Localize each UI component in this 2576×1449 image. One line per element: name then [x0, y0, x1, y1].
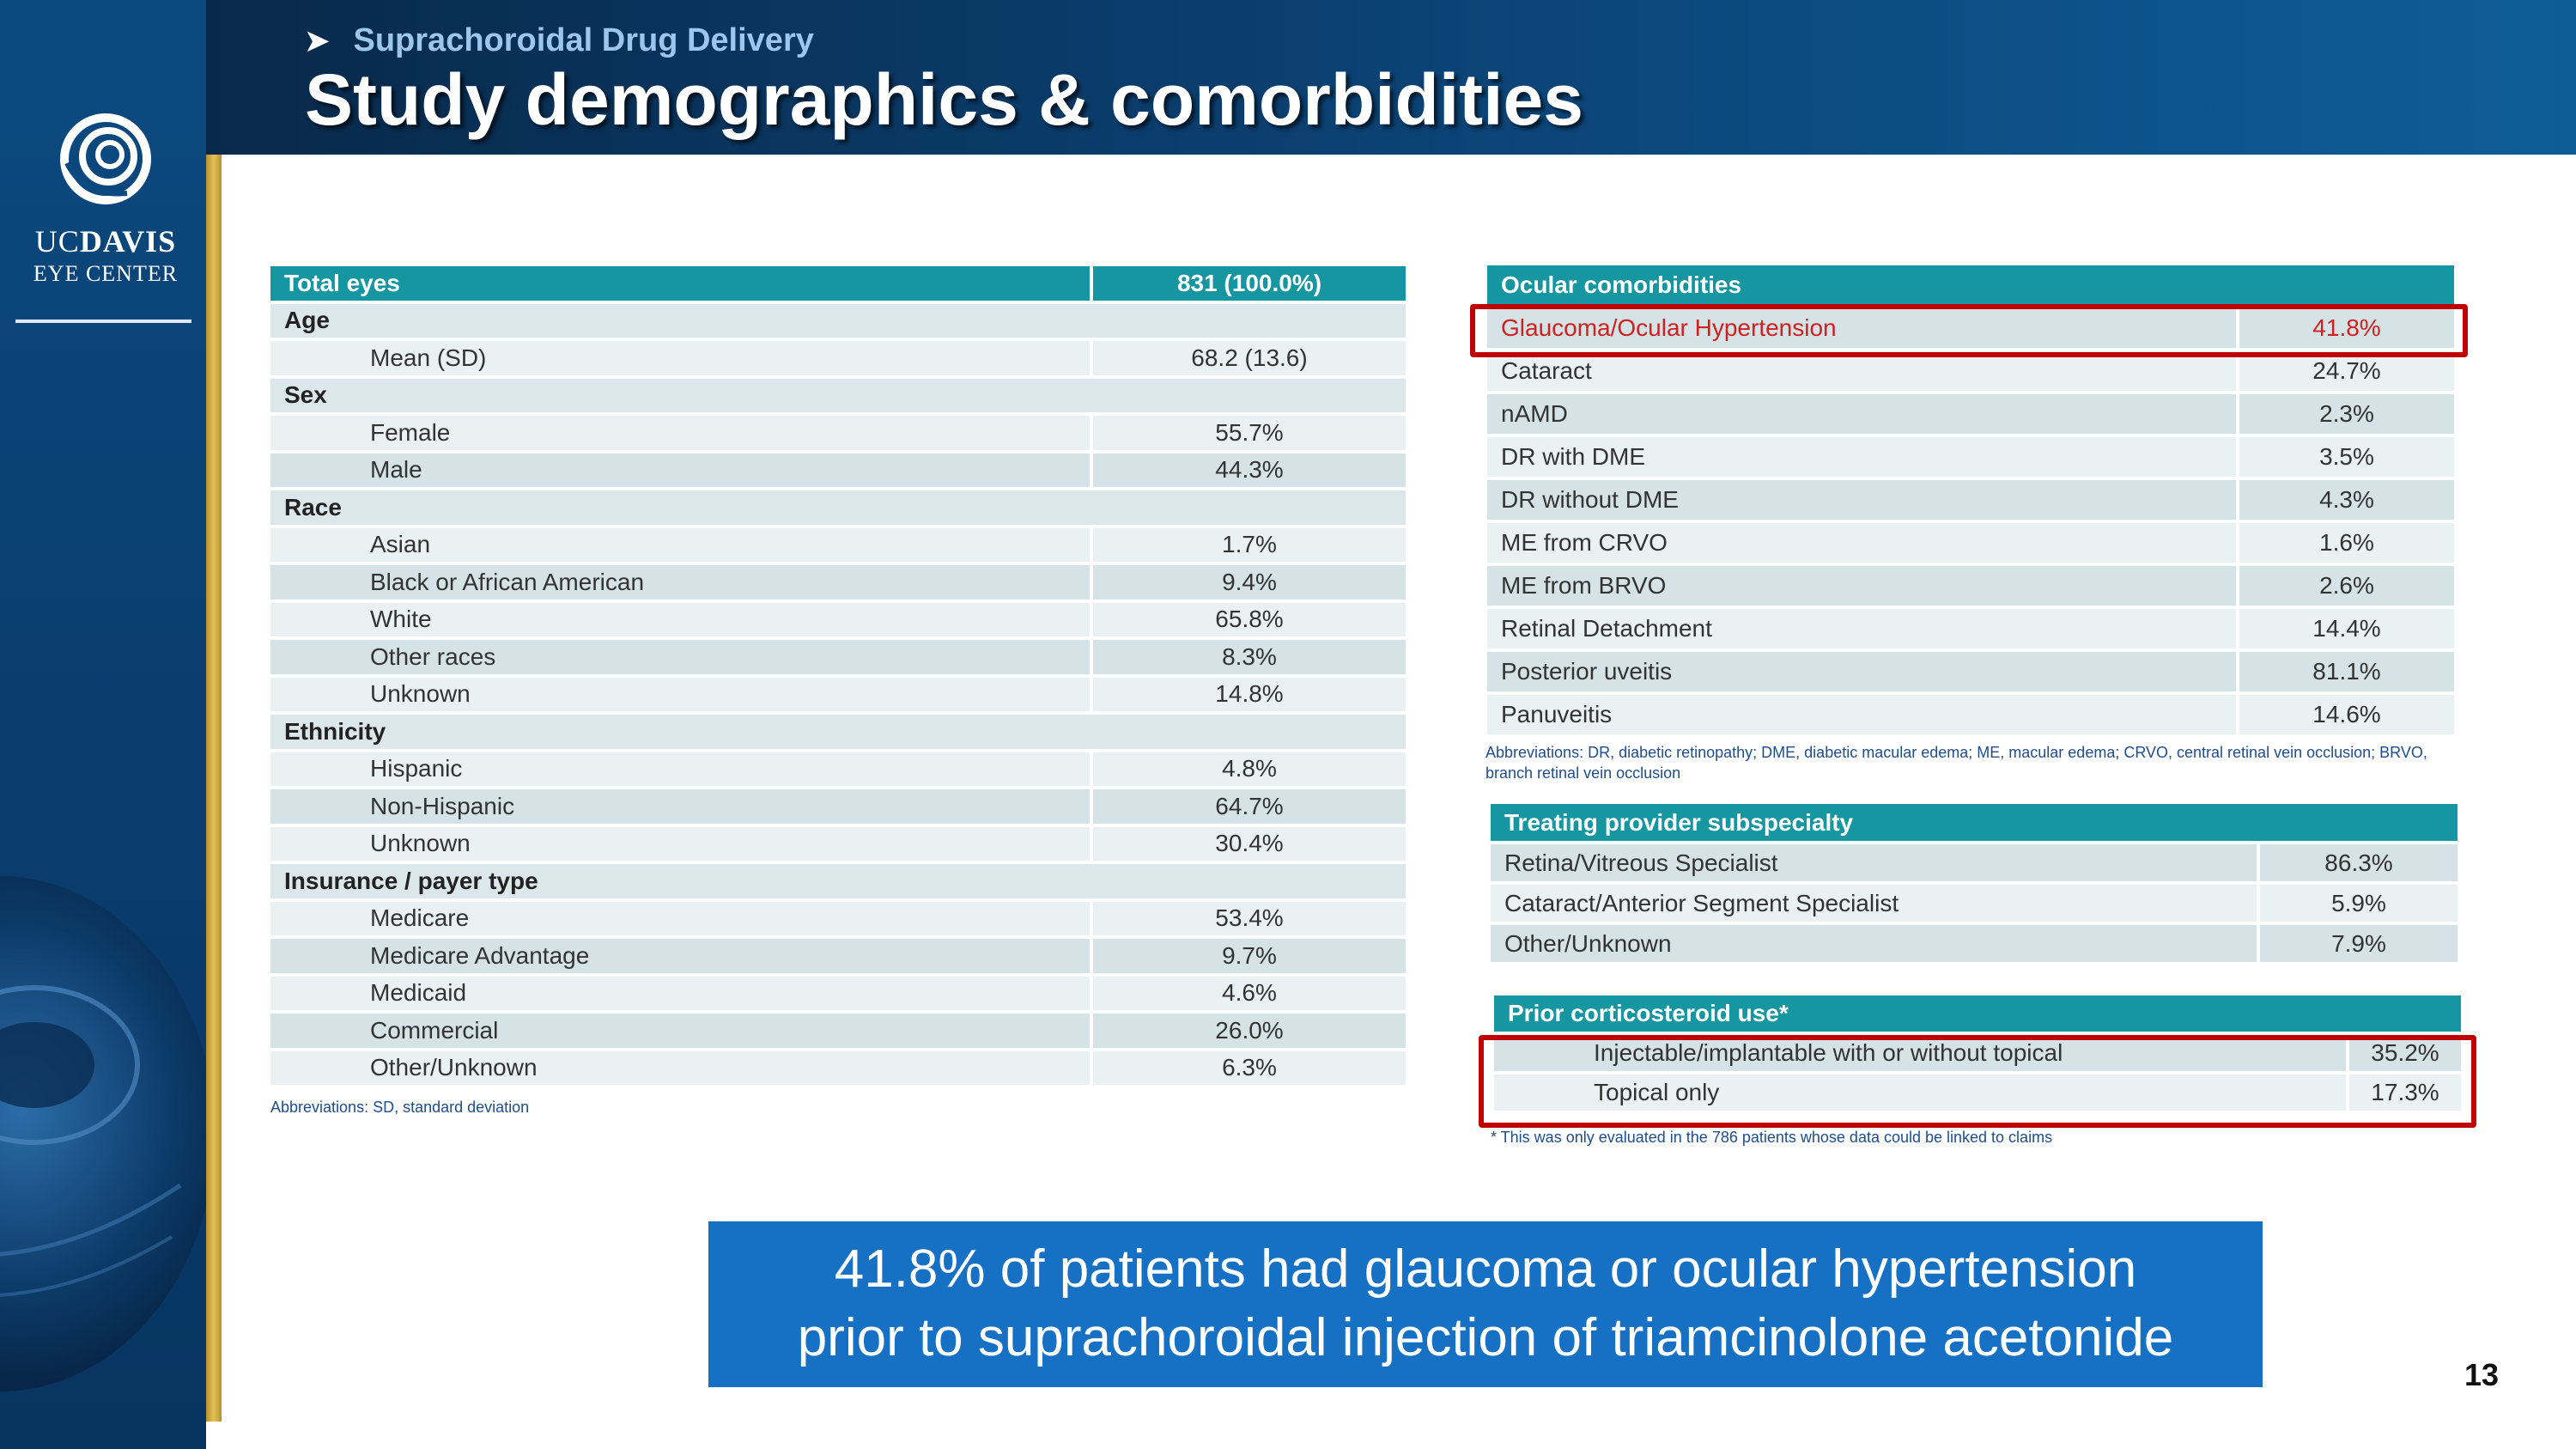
- group-header-row: [270, 379, 1406, 413]
- row-label: White: [270, 603, 1090, 637]
- row-label: Topical only: [1494, 1075, 2346, 1111]
- eye-swirl-icon: [58, 112, 153, 206]
- row-label: Cataract/Anterior Segment Specialist: [1491, 885, 2257, 922]
- row-label: DR with DME: [1487, 437, 2236, 477]
- row-value: 8.3%: [1090, 640, 1406, 674]
- total-eyes-label: Total eyes: [270, 266, 1090, 301]
- group-header-row: [270, 864, 1406, 898]
- callout-line-2: prior to suprachoroidal injection of triamcinolone acetonide: [797, 1308, 2174, 1367]
- row-value: 14.4%: [2236, 609, 2454, 648]
- steroid-note: * This was only evaluated in the 786 patients whose data could be linked to claims: [1491, 1129, 2053, 1146]
- key-finding-callout: [708, 1221, 2263, 1387]
- group-header-row: [270, 715, 1406, 749]
- table-row: [1487, 480, 2454, 520]
- table-row: [1487, 437, 2454, 477]
- row-value: 14.6%: [2236, 695, 2454, 734]
- table-row: [1487, 652, 2454, 691]
- row-label: Other races: [270, 640, 1090, 674]
- table-row: [270, 827, 1406, 861]
- table-row: [270, 603, 1406, 637]
- row-value: 4.6%: [1090, 977, 1406, 1011]
- row-value: 30.4%: [1090, 827, 1406, 861]
- table-row: [270, 939, 1406, 973]
- row-value: 24.7%: [2236, 351, 2454, 391]
- table-row: [1487, 566, 2454, 606]
- row-label: Cataract: [1487, 351, 2236, 391]
- row-value: 3.5%: [2236, 437, 2454, 477]
- slide-subtitle: ➤ Suprachoroidal Drug Delivery: [305, 22, 814, 58]
- total-eyes-value: 831 (100.0%): [1090, 266, 1406, 301]
- ocular-header: Ocular comorbidities: [1487, 265, 2454, 305]
- row-value: 2.6%: [2236, 566, 2454, 606]
- row-label: Posterior uveitis: [1487, 652, 2236, 691]
- table-row: [270, 528, 1406, 563]
- row-value: 1.7%: [1090, 528, 1406, 563]
- row-value: 26.0%: [1090, 1014, 1406, 1048]
- row-value: 44.3%: [1090, 454, 1406, 488]
- row-value: 9.7%: [1090, 939, 1406, 973]
- ocular-note: Abbreviations: DR, diabetic retinopathy; DME, diabetic macular edema; ME, macular edema; CRVO, central retinal vein occlusion; BRVO, branch retinal vein occlusion: [1485, 744, 2427, 782]
- row-label: ME from CRVO: [1487, 523, 2236, 563]
- page-number: 13: [2464, 1357, 2500, 1392]
- ucdavis-logo: [15, 112, 196, 287]
- row-label: nAMD: [1487, 394, 2236, 434]
- table-row: [270, 789, 1406, 824]
- group-header-row: [270, 490, 1406, 525]
- table-header-row: [1494, 995, 2461, 1032]
- table-row: [270, 640, 1406, 674]
- row-value: 55.7%: [1090, 416, 1406, 450]
- table-row: [1487, 394, 2454, 434]
- provider-header: Treating provider subspecialty: [1491, 804, 2458, 841]
- demographics-table: [270, 263, 1406, 1088]
- row-label: Other/Unknown: [1491, 925, 2257, 962]
- steroid-header: Prior corticosteroid use*: [1494, 995, 2461, 1032]
- table-row: [1491, 925, 2458, 962]
- row-label: Medicare Advantage: [270, 939, 1090, 973]
- row-label: Other/Unknown: [270, 1051, 1090, 1086]
- table-row: [270, 752, 1406, 787]
- row-label: Male: [270, 454, 1090, 488]
- logo-ucdavis-text: UCDAVIS: [34, 224, 177, 259]
- row-value: 2.3%: [2236, 394, 2454, 434]
- row-value: 65.8%: [1090, 603, 1406, 637]
- callout-line-1: 41.8% of patients had glaucoma or ocular hypertension: [834, 1239, 2137, 1299]
- row-label: Unknown: [270, 678, 1090, 712]
- row-value: 41.8%: [2236, 308, 2454, 348]
- provider-subspecialty-table: [1491, 801, 2458, 965]
- arrow-bullet-icon: ➤: [305, 25, 330, 58]
- table-header-row: [270, 266, 1406, 301]
- steroid-highlight-box: [1479, 1035, 2476, 1128]
- table-header-row: [1491, 804, 2458, 841]
- row-value: 14.8%: [1090, 678, 1406, 712]
- table-row: [270, 341, 1406, 375]
- eye-illustration-icon: [0, 859, 206, 1409]
- group-label: Age: [270, 304, 1406, 338]
- row-label: Glaucoma/Ocular Hypertension: [1487, 308, 2236, 348]
- table-row: [1487, 695, 2454, 734]
- row-label: Asian: [270, 528, 1090, 563]
- row-label: Female: [270, 416, 1090, 450]
- row-label: Mean (SD): [270, 341, 1090, 375]
- group-label: Race: [270, 490, 1406, 525]
- row-value: 7.9%: [2257, 925, 2458, 962]
- gold-accent-bar: [206, 155, 222, 1422]
- row-value: 9.4%: [1090, 565, 1406, 600]
- logo-divider: [15, 320, 191, 323]
- row-label: Medicaid: [270, 977, 1090, 1011]
- table-row: [270, 565, 1406, 600]
- row-value: 53.4%: [1090, 902, 1406, 936]
- row-label: DR without DME: [1487, 480, 2236, 520]
- glaucoma-highlight-box: [1470, 304, 2468, 357]
- row-label: Hispanic: [270, 752, 1090, 787]
- row-value: 4.8%: [1090, 752, 1406, 787]
- sidebar: [0, 0, 206, 1449]
- table-row: [270, 902, 1406, 936]
- group-label: Insurance / payer type: [270, 864, 1406, 898]
- demographics-note: Abbreviations: SD, standard deviation: [270, 1099, 530, 1116]
- group-label: Sex: [270, 379, 1406, 413]
- table-row: [1487, 523, 2454, 563]
- table-row: [270, 678, 1406, 712]
- group-header-row: [270, 304, 1406, 338]
- table-header-row: [1487, 265, 2454, 305]
- row-value: 1.6%: [2236, 523, 2454, 563]
- row-label: ME from BRVO: [1487, 566, 2236, 606]
- table-row: [270, 454, 1406, 488]
- row-value: 64.7%: [1090, 789, 1406, 824]
- row-value: 68.2 (13.6): [1090, 341, 1406, 375]
- logo-eye-center-text: EYE CENTER: [33, 261, 179, 286]
- table-row: [270, 977, 1406, 1011]
- table-row: [270, 416, 1406, 450]
- row-value: 6.3%: [1090, 1051, 1406, 1086]
- row-label: Medicare: [270, 902, 1090, 936]
- slide-title: Study demographics & comorbidities: [305, 59, 1583, 140]
- row-label: Retina/Vitreous Specialist: [1491, 844, 2257, 881]
- table-row: [1491, 844, 2458, 881]
- row-label: Commercial: [270, 1014, 1090, 1048]
- row-value: 35.2%: [2346, 1035, 2461, 1071]
- row-label: Injectable/implantable with or without topical: [1494, 1035, 2346, 1071]
- row-label: Panuveitis: [1487, 695, 2236, 734]
- row-label: Retinal Detachment: [1487, 609, 2236, 648]
- row-value: 81.1%: [2236, 652, 2454, 691]
- table-row: [270, 1051, 1406, 1086]
- row-value: 17.3%: [2346, 1075, 2461, 1111]
- table-row: [1491, 885, 2458, 922]
- row-label: Unknown: [270, 827, 1090, 861]
- row-value: 86.3%: [2257, 844, 2458, 881]
- table-row: [270, 1014, 1406, 1048]
- row-value: 4.3%: [2236, 480, 2454, 520]
- row-label: Black or African American: [270, 565, 1090, 600]
- table-row: [1487, 609, 2454, 648]
- group-label: Ethnicity: [270, 715, 1406, 749]
- row-label: Non-Hispanic: [270, 789, 1090, 824]
- row-value: 5.9%: [2257, 885, 2458, 922]
